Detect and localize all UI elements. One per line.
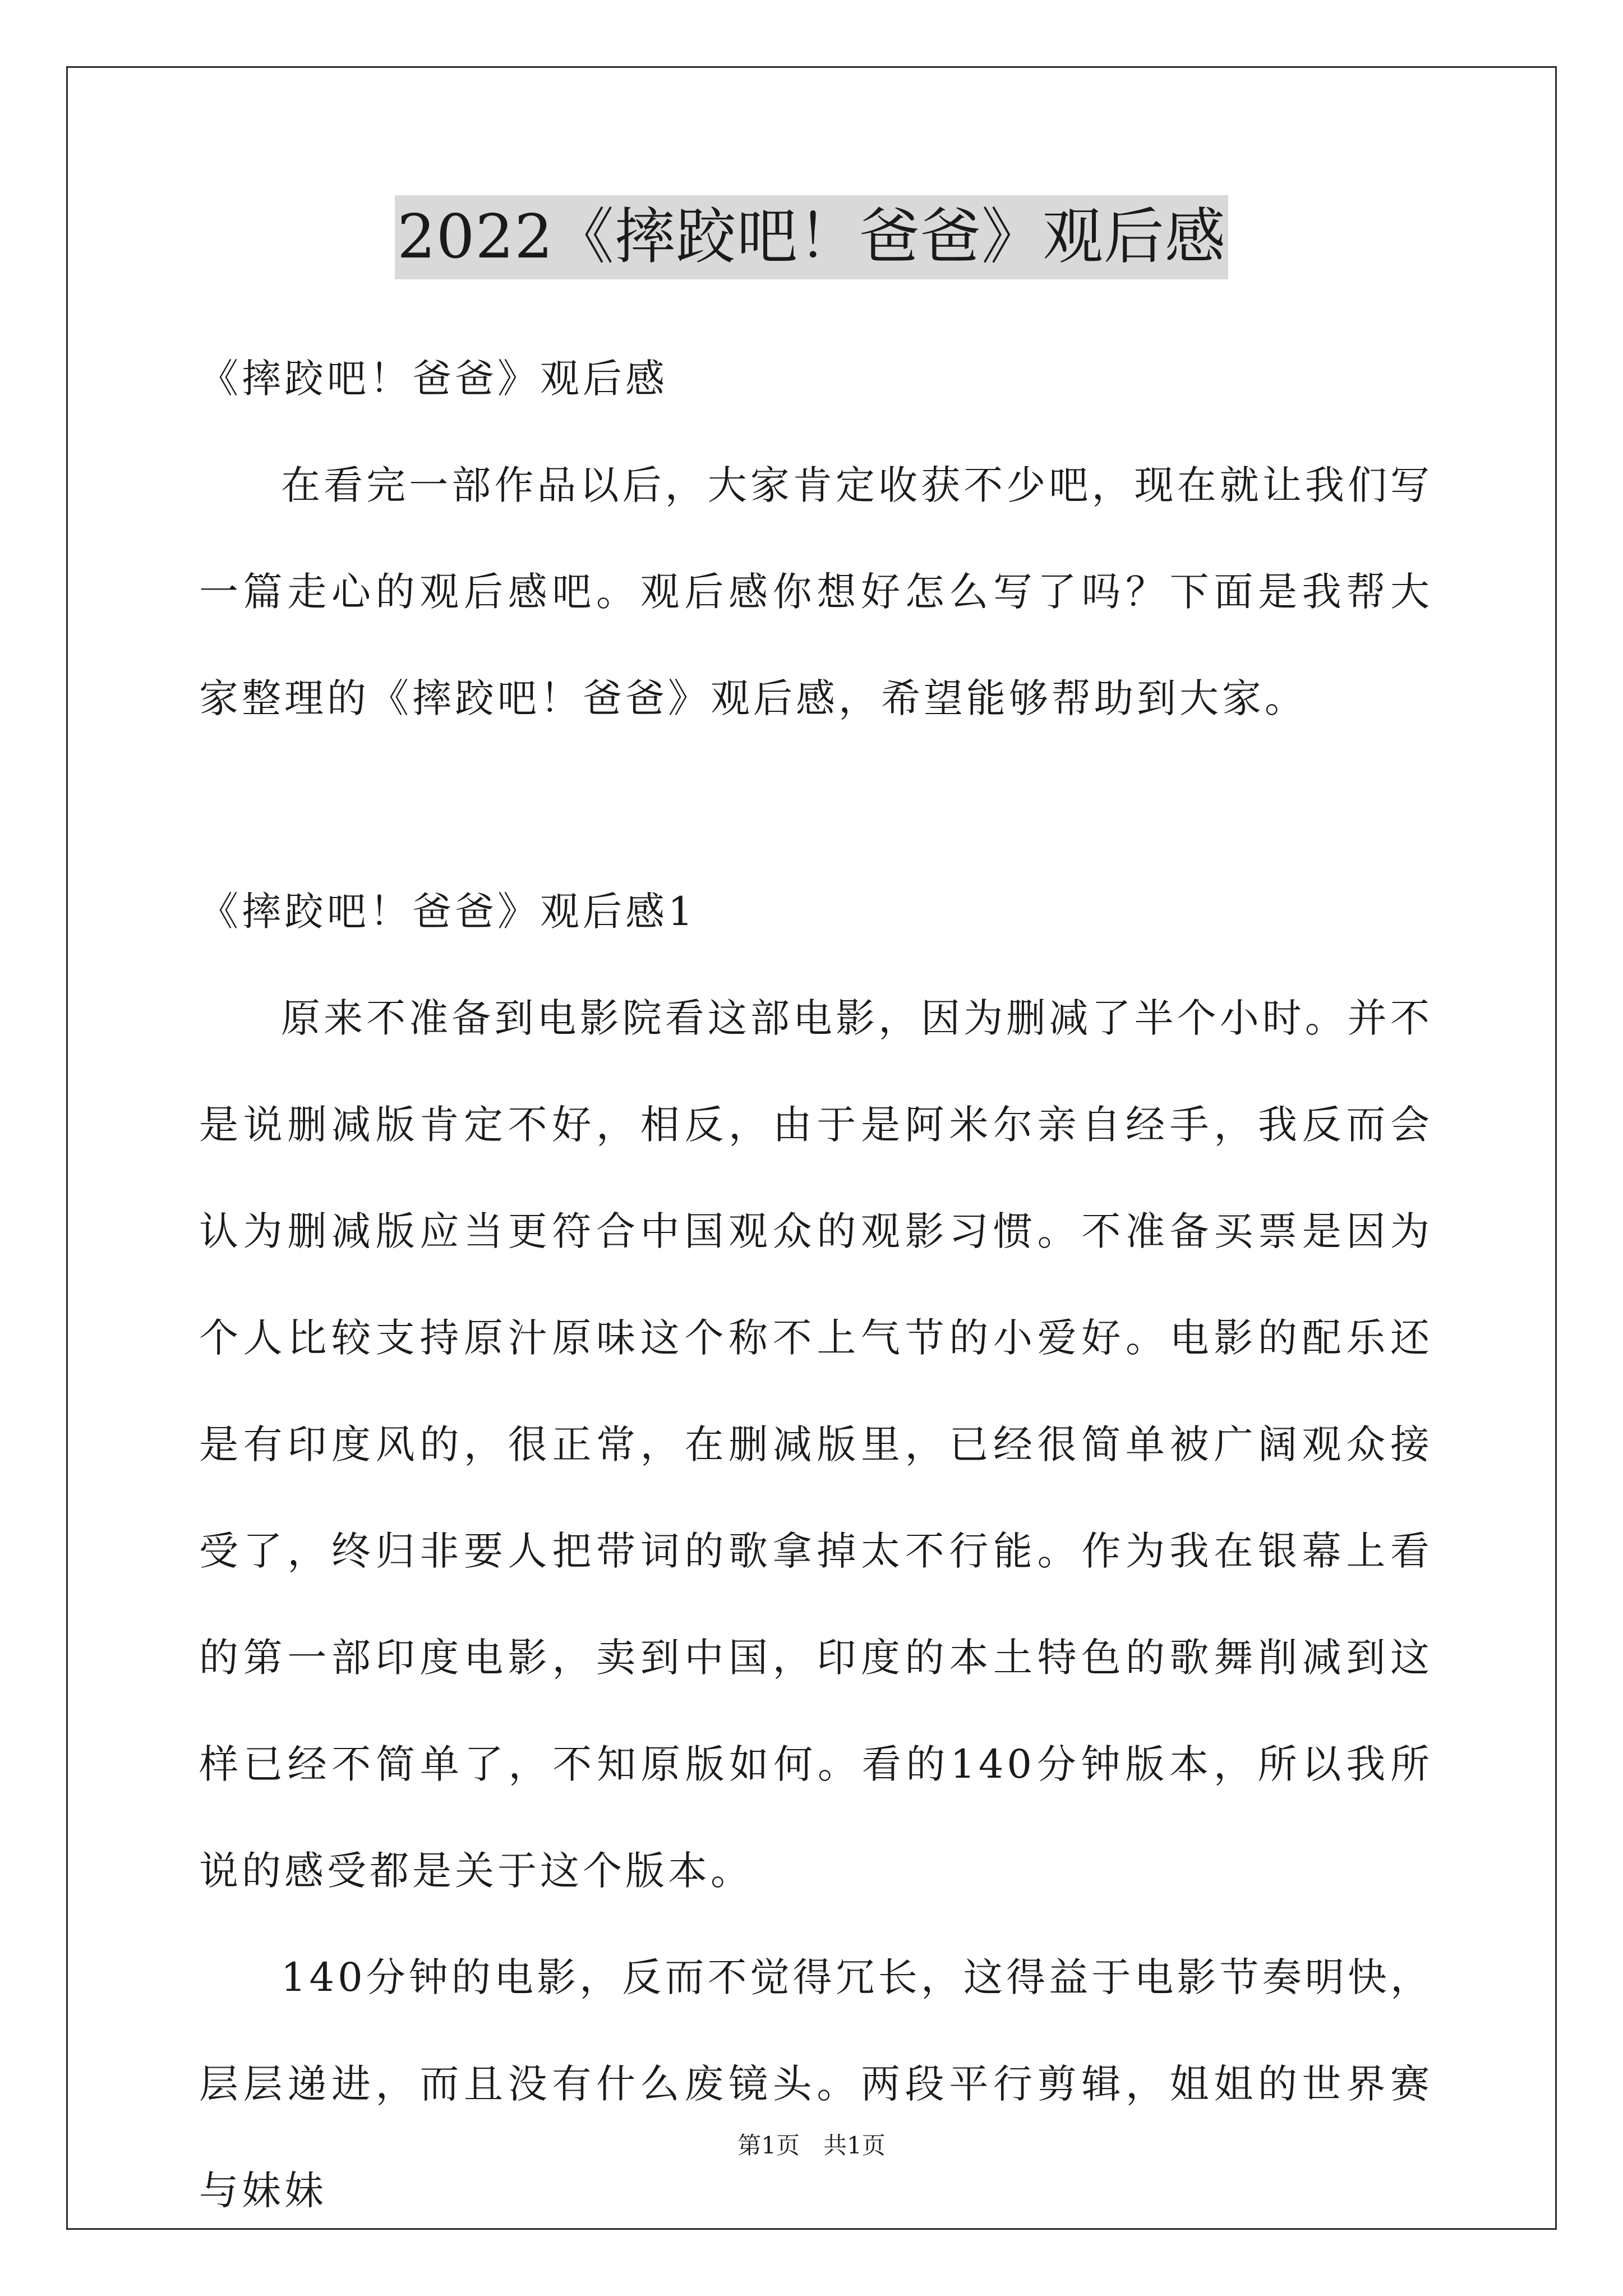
body-paragraph-1: 原来不准备到电影院看这部电影，因为删减了半个小时。并不是说删减版肯定不好，相反，由于是阿米尔亲自经手，我反而会认为删减版应当更符合中国观众的观影习惯。不准备买票是因为个人比较支持原汁原味这个称不上气节的小爱好。电影的配乐还是有印度风的，很正常，在删减版里，已经很简单被广阔观众接受了，终归非要人把带词的歌拿掉太不行能。作为我在银幕上看的第一部印度电影，卖到中国，印度的本土特色的歌舞削减到这样已经不简单了，不知原版如何。看的140分钟版本，所以我所说的感受都是关于这个版本。 xyxy=(199,995,1433,1894)
subtitle: 《摔跤吧！爸爸》观后感 xyxy=(199,356,668,402)
intro-paragraph: 在看完一部作品以后，大家肯定收获不少吧，现在就让我们写一篇走心的观后感吧。观后感你想好怎么写了吗？下面是我帮大家整理的《摔跤吧！爸爸》观后感，希望能够帮助到大家。 xyxy=(199,462,1433,721)
document-title-wrapper xyxy=(0,195,1623,279)
section-spacer xyxy=(199,752,1433,858)
page-footer: 第1页 共1页 xyxy=(737,2132,886,2159)
section-heading: 《摔跤吧！爸爸》观后感1 xyxy=(199,889,697,935)
body-paragraph-2: 140分钟的电影，反而不觉得冗长，这得益于电影节奏明快，层层递进，而且没有什么废镜头。两段平行剪辑，姐姐的世界赛与妹妹 xyxy=(199,1954,1433,2214)
document-title: 2022《摔跤吧！爸爸》观后感 xyxy=(395,195,1228,279)
document-body xyxy=(199,325,1433,2244)
